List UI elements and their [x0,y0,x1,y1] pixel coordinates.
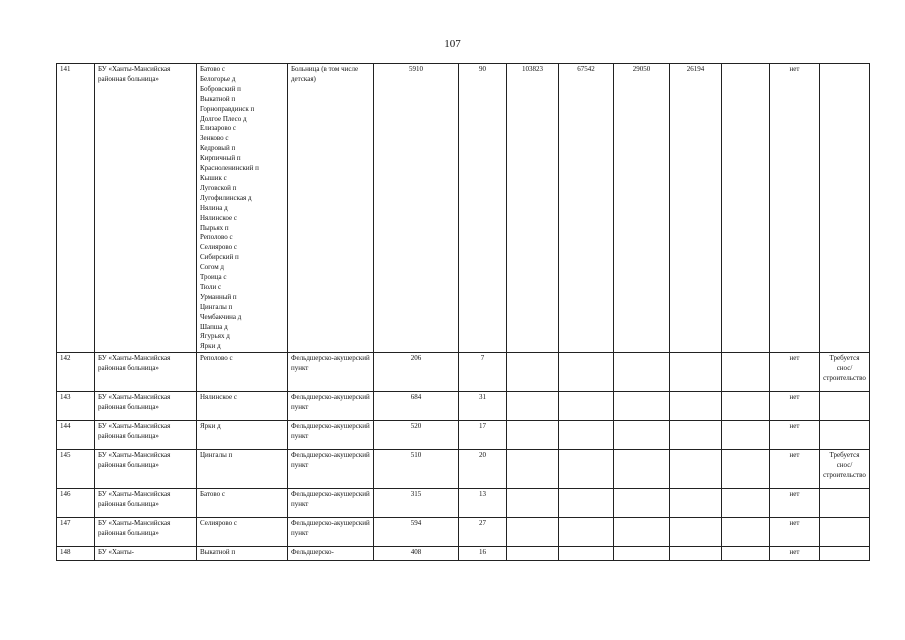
value-cell [507,518,559,547]
value-cell: 520 [374,421,459,450]
row-number-cell: 144 [57,421,95,450]
note-cell [820,518,870,547]
value-cell [670,547,722,561]
page-number: 107 [444,38,461,50]
value-cell [507,450,559,489]
value-cell [614,547,670,561]
note-cell [820,489,870,518]
organization-cell: БУ «Ханты-Мансийская районная больница» [95,489,197,518]
value-cell [722,450,770,489]
settlement-cell: Батово с Белогорье д Бобровский п Выкатной п Горноправдинск п Долгое Плесо д Елизарово с Зенково с Кедровый п Кирпичный п Красноленинский п Кышик с Луговской п Лугофилинская д Нялина д Нялинское с Пырьях п Реполово с Селиярово с Сибирский п Согом д Троица с Тюли с Урманный п Цингалы п Чембакчина д Шапша д Ягурьях д Ярки д [197,64,288,353]
value-cell: 13 [459,489,507,518]
status-cell: нет [770,353,820,392]
status-cell: нет [770,64,820,353]
organization-cell: БУ «Ханты-Мансийская районная больница» [95,392,197,421]
value-cell: 510 [374,450,459,489]
settlement-cell: Реполово с [197,353,288,392]
status-cell: нет [770,518,820,547]
organization-cell: БУ «Ханты-Мансийская районная больница» [95,353,197,392]
row-number-cell: 147 [57,518,95,547]
value-cell [559,518,614,547]
row-number-cell: 141 [57,64,95,353]
settlement-cell: Цингалы п [197,450,288,489]
organization-cell: БУ «Ханты-Мансийская районная больница» [95,64,197,353]
settlement-cell: Селиярово с [197,518,288,547]
value-cell [507,353,559,392]
settlement-cell: Батово с [197,489,288,518]
value-cell: 103823 [507,64,559,353]
value-cell: 5910 [374,64,459,353]
note-cell [820,421,870,450]
value-cell [507,547,559,561]
value-cell: 67542 [559,64,614,353]
table-row [57,353,870,392]
value-cell [614,489,670,518]
facility-type-cell: Фельдшерско-акушерский пункт [288,450,374,489]
status-cell: нет [770,450,820,489]
value-cell [559,547,614,561]
value-cell [559,392,614,421]
value-cell: 26194 [670,64,722,353]
value-cell [614,353,670,392]
value-cell [722,518,770,547]
row-number-cell: 143 [57,392,95,421]
facility-type-cell: Фельдшерско-акушерский пункт [288,392,374,421]
value-cell: 408 [374,547,459,561]
facility-type-cell: Фельдшерско-акушерский пункт [288,518,374,547]
row-number-cell: 145 [57,450,95,489]
table-row [57,64,870,353]
table-row [57,547,870,561]
organization-cell: БУ «Ханты-Мансийская районная больница» [95,518,197,547]
value-cell [559,421,614,450]
value-cell: 29050 [614,64,670,353]
table-row [57,489,870,518]
organization-cell: БУ «Ханты-Мансийская районная больница» [95,421,197,450]
value-cell [614,392,670,421]
value-cell: 684 [374,392,459,421]
value-cell: 206 [374,353,459,392]
status-cell: нет [770,489,820,518]
value-cell [559,450,614,489]
organization-cell: БУ «Ханты- [95,547,197,561]
row-number-cell: 148 [57,547,95,561]
status-cell: нет [770,392,820,421]
value-cell [614,450,670,489]
value-cell [614,421,670,450]
value-cell: 31 [459,392,507,421]
value-cell [559,353,614,392]
row-number-cell: 142 [57,353,95,392]
value-cell [670,489,722,518]
value-cell: 594 [374,518,459,547]
facility-type-cell: Больница (в том числе детская) [288,64,374,353]
settlement-cell: Ярки д [197,421,288,450]
value-cell: 16 [459,547,507,561]
table-row [57,518,870,547]
table-row [57,450,870,489]
table-row [57,421,870,450]
value-cell [722,489,770,518]
value-cell: 90 [459,64,507,353]
value-cell [670,421,722,450]
value-cell [722,353,770,392]
status-cell: нет [770,547,820,561]
status-cell: нет [770,421,820,450]
row-number-cell: 146 [57,489,95,518]
value-cell [670,518,722,547]
value-cell: 7 [459,353,507,392]
facilities-table [56,63,870,561]
note-cell [820,64,870,353]
facility-type-cell: Фельдшерско- [288,547,374,561]
table-row [57,392,870,421]
value-cell: 20 [459,450,507,489]
value-cell [722,392,770,421]
note-cell: Требуется снос/ строительство [820,450,870,489]
value-cell [670,450,722,489]
note-cell [820,392,870,421]
value-cell [507,489,559,518]
settlement-cell: Нялинское с [197,392,288,421]
value-cell [722,547,770,561]
settlement-cell: Выкатной п [197,547,288,561]
value-cell [507,392,559,421]
organization-cell: БУ «Ханты-Мансийская районная больница» [95,450,197,489]
note-cell: Требуется снос/ строительство [820,353,870,392]
value-cell: 27 [459,518,507,547]
value-cell [670,353,722,392]
value-cell [722,64,770,353]
value-cell: 315 [374,489,459,518]
value-cell [559,489,614,518]
facility-type-cell: Фельдшерско-акушерский пункт [288,353,374,392]
facility-type-cell: Фельдшерско-акушерский пункт [288,489,374,518]
value-cell [614,518,670,547]
value-cell: 17 [459,421,507,450]
value-cell [722,421,770,450]
value-cell [507,421,559,450]
value-cell [670,392,722,421]
note-cell [820,547,870,561]
facility-type-cell: Фельдшерско-акушерский пункт [288,421,374,450]
